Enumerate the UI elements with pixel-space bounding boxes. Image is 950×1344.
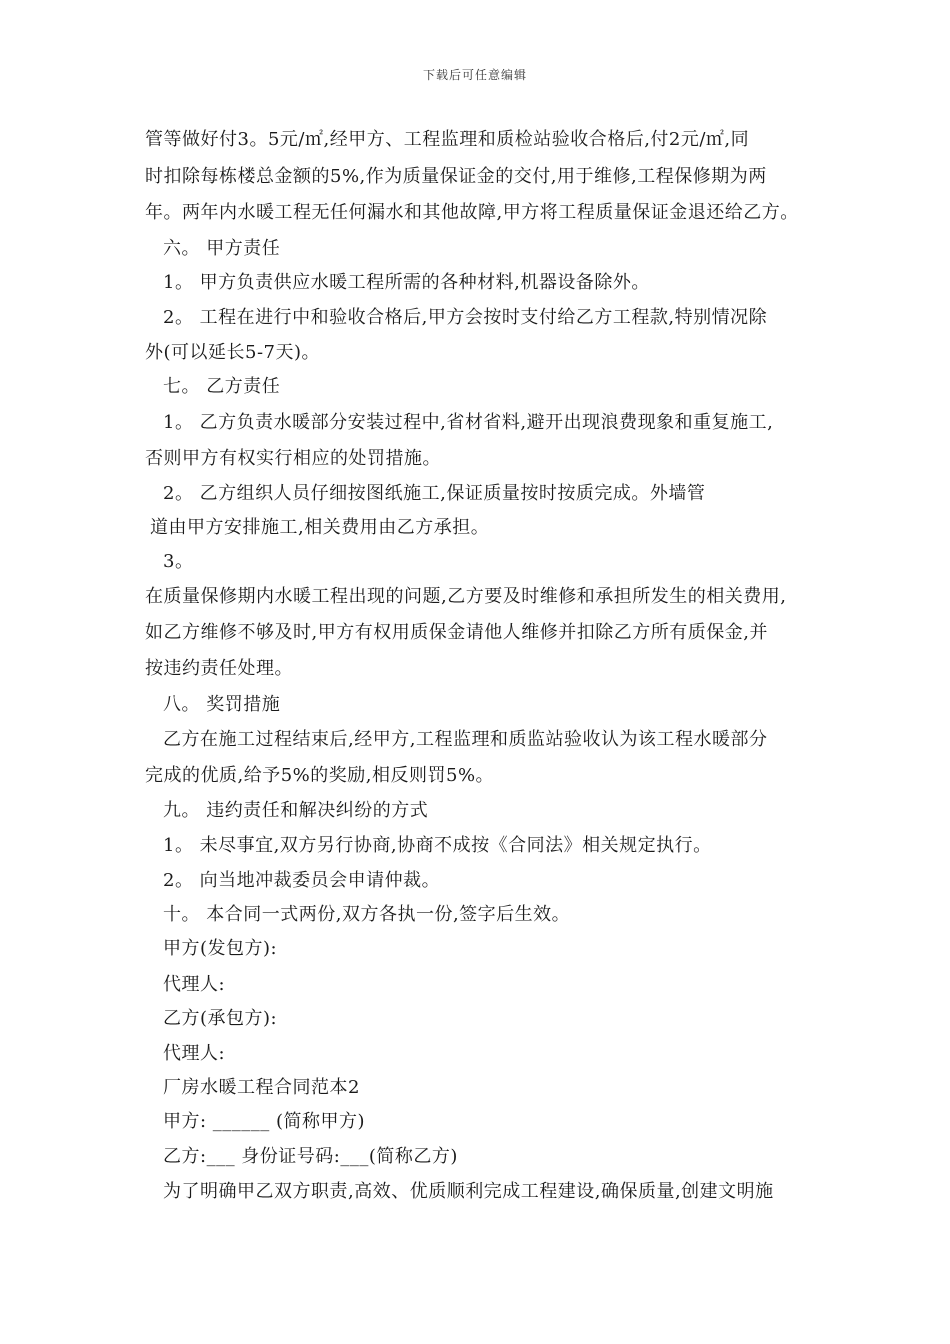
body-line: 年。两年内水暖工程无任何漏水和其他故障,甲方将工程质量保证金退还给乙方。	[145, 202, 799, 223]
body-line: 乙方在施工过程结束后,经甲方,工程监理和质监站验收认为该工程水暖部分	[163, 729, 768, 750]
section-heading: 六。 甲方责任	[163, 238, 281, 259]
body-line: 为了明确甲乙双方职责,高效、优质顺利完成工程建设,确保质量,创建文明施	[163, 1181, 774, 1202]
body-line: 否则甲方有权实行相应的处罚措施。	[145, 448, 441, 469]
signature-label-party-b: 乙方(承包方):	[163, 1008, 278, 1029]
body-line: 2。 乙方组织人员仔细按图纸施工,保证质量按时按质完成。外墙管	[163, 483, 706, 504]
body-line: 1。 甲方负责供应水暖工程所需的各种材料,机器设备除外。	[163, 272, 650, 293]
body-line: 如乙方维修不够及时,甲方有权用质保金请他人维修并扣除乙方所有质保金,并	[145, 622, 768, 643]
body-line: 1。 乙方负责水暖部分安装过程中,省材省料,避开出现浪费现象和重复施工,	[163, 412, 774, 433]
signature-label-agent: 代理人:	[163, 1043, 226, 1064]
body-line: 在质量保修期内水暖工程出现的问题,乙方要及时维修和承担所发生的相关费用,	[145, 586, 787, 607]
signature-label-party-a: 甲方(发包方):	[163, 938, 278, 959]
party-b-line: 乙方:___ 身份证号码:___(简称乙方)	[163, 1146, 458, 1167]
contract-title: 厂房水暖工程合同范本2	[163, 1077, 360, 1098]
body-line: 管等做好付3。5元/㎡,经甲方、工程监理和质检站验收合格后,付2元/㎡,同	[145, 129, 750, 150]
section-heading: 十。 本合同一式两份,双方各执一份,签字后生效。	[163, 904, 571, 925]
body-line: 3。	[163, 551, 194, 572]
body-line: 按违约责任处理。	[145, 658, 293, 679]
body-line: 道由甲方安排施工,相关费用由乙方承担。	[150, 517, 490, 538]
party-a-line: 甲方: ______ (简称甲方)	[163, 1111, 366, 1132]
section-heading: 七。 乙方责任	[163, 376, 281, 397]
section-heading: 九。 违约责任和解决纠纷的方式	[163, 800, 429, 821]
body-line: 2。 工程在进行中和验收合格后,甲方会按时支付给乙方工程款,特别情况除	[163, 307, 768, 328]
page-header: 下载后可任意编辑	[422, 68, 527, 82]
body-line: 外(可以延长5-7天)。	[145, 342, 321, 363]
signature-label-agent: 代理人:	[163, 974, 226, 995]
section-heading: 八。 奖罚措施	[163, 694, 281, 715]
body-line: 完成的优质,给予5%的奖励,相反则罚5%。	[145, 765, 495, 786]
body-line: 2。 向当地冲裁委员会申请仲裁。	[163, 870, 441, 891]
body-line: 时扣除每栋楼总金额的5%,作为质量保证金的交付,用于维修,工程保修期为两	[145, 166, 767, 187]
body-line: 1。 未尽事宜,双方另行协商,协商不成按《合同法》相关规定执行。	[163, 835, 712, 856]
